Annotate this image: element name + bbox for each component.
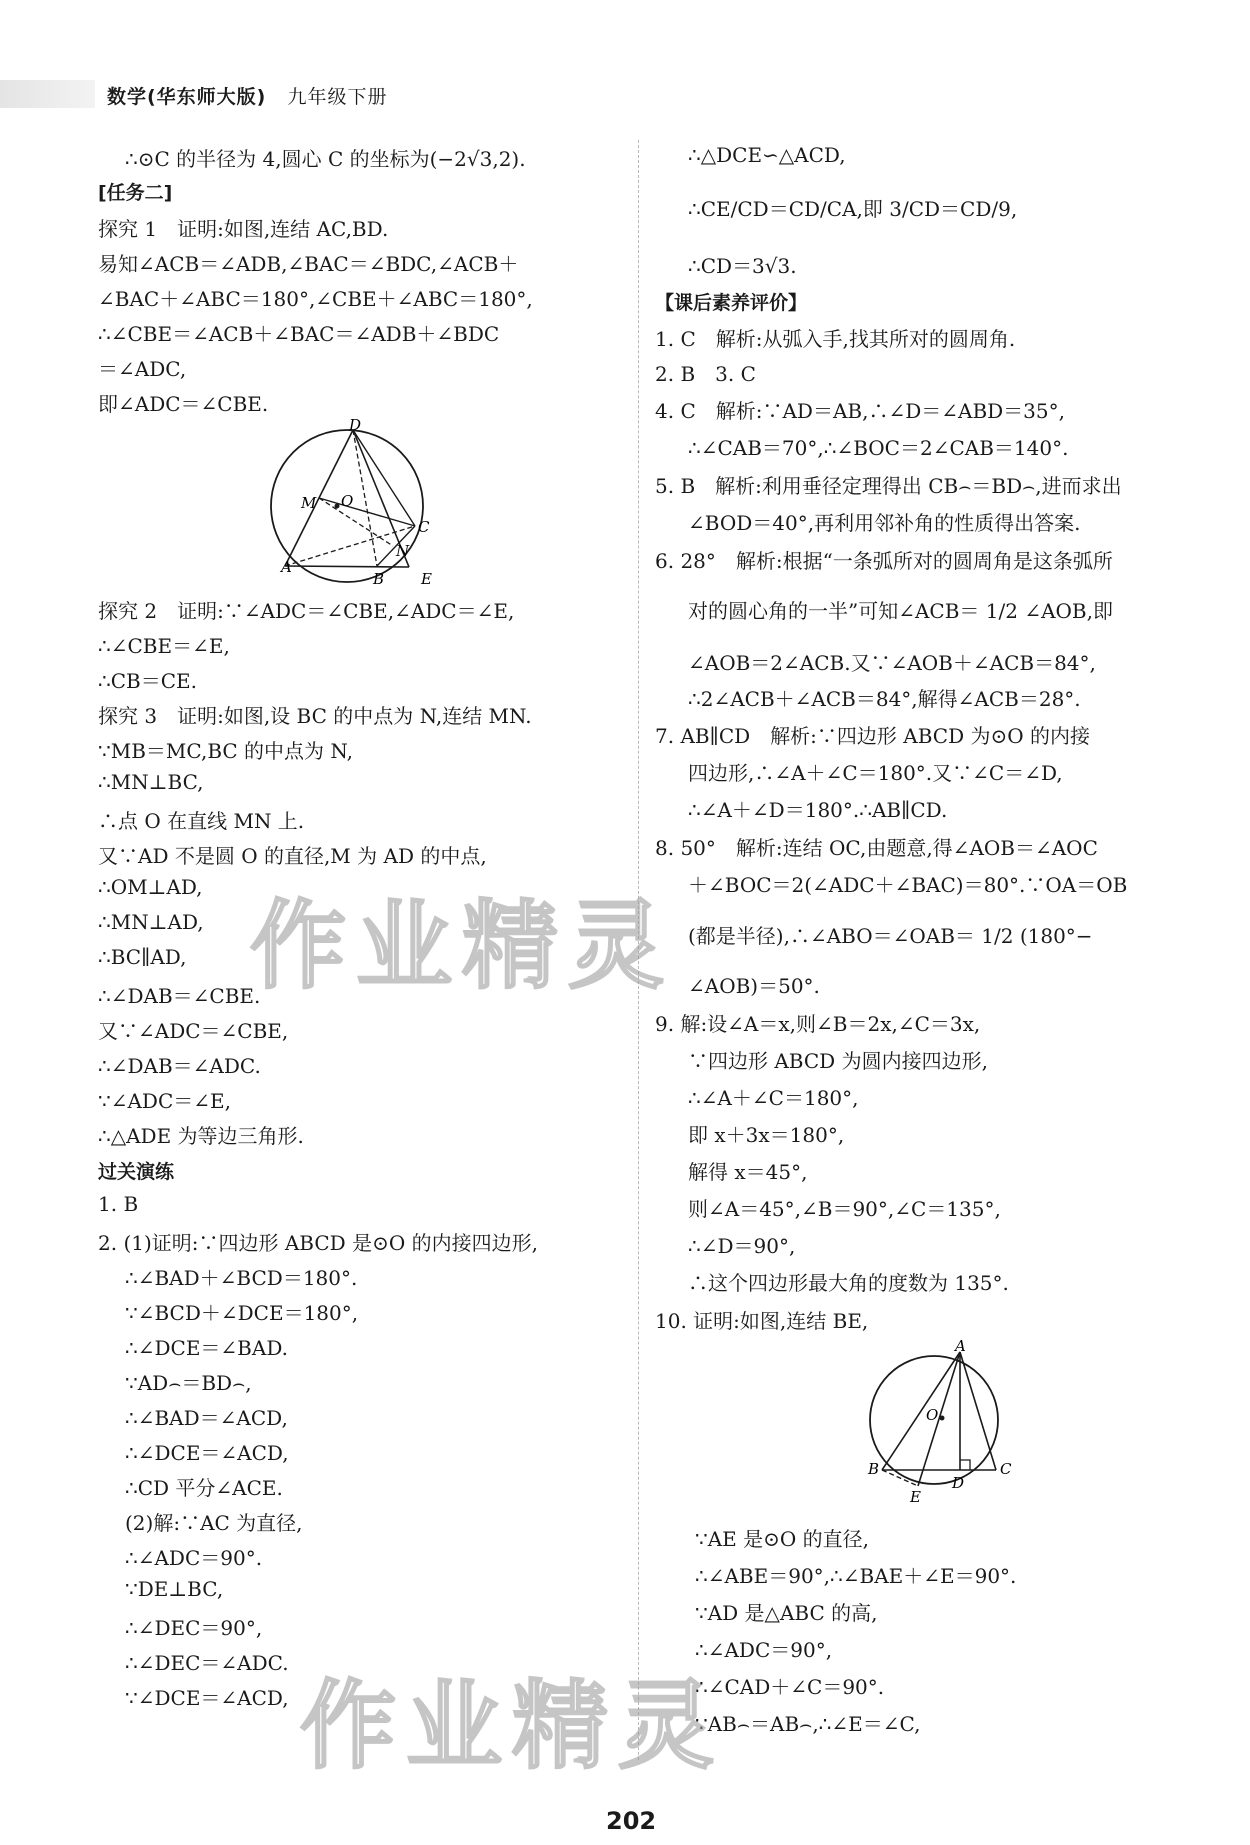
fig1-label-N: N xyxy=(396,542,410,560)
text-line: ∴BC∥AD, xyxy=(98,945,187,969)
text-line: ∠AOB)＝50°. xyxy=(688,974,820,998)
grade-label: 九年级下册 xyxy=(287,86,388,108)
text-line: ∴∠D＝90°, xyxy=(688,1234,796,1258)
text-line: ∴点 O 在直线 MN 上. xyxy=(98,809,305,833)
text-line: ∴OM⊥AD, xyxy=(98,875,203,899)
text-line: ∴∠DCE＝∠BAD. xyxy=(125,1336,288,1360)
text-line: ∴△DCE∽△ACD, xyxy=(688,143,846,167)
text-line: ∴MN⊥BC, xyxy=(98,770,204,794)
section-heading: [任务二] xyxy=(98,182,173,204)
text-line: ∵AE 是⊙O 的直径, xyxy=(695,1527,869,1551)
text-line: 4. C 解析:∵AD＝AB,∴∠D＝∠ABD＝35°, xyxy=(655,399,1065,423)
text-line: 7. AB∥CD 解析:∵四边形 ABCD 为⊙O 的内接 xyxy=(655,724,1090,748)
fig1-label-E: E xyxy=(421,570,432,588)
text-line: 又∵∠ADC＝∠CBE, xyxy=(98,1019,289,1043)
text-line: ∴∠DEC＝∠ADC. xyxy=(125,1651,289,1675)
fig2-label-A: A xyxy=(955,1340,966,1355)
text-line: ∠AOB＝2∠ACB.又∵∠AOB＋∠ACB＝84°, xyxy=(688,651,1096,675)
text-line: ∵AD 是△ABC 的高, xyxy=(695,1601,878,1625)
text-line: ∴CB＝CE. xyxy=(98,669,197,693)
text-line: 解得 x＝45°, xyxy=(688,1160,808,1184)
section-heading: 【课后素养评价】 xyxy=(655,292,808,314)
text-line: 探究 3 证明:如图,设 BC 的中点为 N,连结 MN. xyxy=(98,704,532,728)
text-line: ∵∠ADC＝∠E, xyxy=(98,1089,231,1113)
text-line: ∴这个四边形最大角的度数为 135°. xyxy=(688,1271,1009,1295)
text-line: 9. 解:设∠A＝x,则∠B＝2x,∠C＝3x, xyxy=(655,1012,981,1036)
text-line: 探究 2 证明:∵∠ADC＝∠CBE,∠ADC＝∠E, xyxy=(98,599,515,623)
text-line: ∵∠BCD＋∠DCE＝180°, xyxy=(125,1301,359,1325)
text-line: ∴CE/CD＝CD/CA,即 3/CD＝CD/9, xyxy=(688,197,1018,221)
text-line: ∵DE⊥BC, xyxy=(125,1577,224,1601)
text-line: ∵MB＝MC,BC 的中点为 N, xyxy=(98,739,353,763)
text-line: ∴∠ABE＝90°,∴∠BAE＋∠E＝90°. xyxy=(695,1564,1017,1588)
text-line: 则∠A＝45°,∠B＝90°,∠C＝135°, xyxy=(688,1197,1001,1221)
text-line: 8. 50° 解析:连结 OC,由题意,得∠AOB＝∠AOC xyxy=(655,836,1098,860)
text-line: 四边形,∴∠A＋∠C＝180°.又∵∠C＝∠D, xyxy=(688,761,1063,785)
text-line: ∴∠DAB＝∠ADC. xyxy=(98,1054,261,1078)
header-band xyxy=(0,80,95,108)
fig1-label-O: O xyxy=(341,492,354,510)
text-line: ∴MN⊥AD, xyxy=(98,910,204,934)
text-line: 6. 28° 解析:根据“一条弧所对的圆周角是这条弧所 xyxy=(655,549,1113,573)
text-line: (2)解:∵AC 为直径, xyxy=(125,1511,303,1535)
text-line: 2. B 3. C xyxy=(655,362,756,386)
watermark: 作业精灵 xyxy=(300,1670,724,1782)
text-line: 1. C 解析:从弧入手,找其所对的圆周角. xyxy=(655,327,1016,351)
figure-circle-2 xyxy=(862,1340,1017,1510)
fig2-label-C: C xyxy=(1000,1460,1012,1478)
text-line: ∴∠CBE＝∠E, xyxy=(98,634,230,658)
fig1-label-C: C xyxy=(418,518,430,536)
text-line: 易知∠ACB＝∠ADB,∠BAC＝∠BDC,∠ACB＋ xyxy=(98,252,519,276)
text-line: 即 x＋3x＝180°, xyxy=(688,1123,845,1147)
text-line: ∴∠ADC＝90°, xyxy=(695,1638,833,1662)
section-heading: 过关演练 xyxy=(98,1161,175,1183)
text-line: 1. B xyxy=(98,1192,139,1216)
text-line: ∴∠CAD＋∠C＝90°. xyxy=(695,1675,885,1699)
text-line: ∵AB⌢＝AB⌢,∴∠E＝∠C, xyxy=(695,1712,921,1736)
text-line: ＝∠ADC, xyxy=(98,357,187,381)
running-header xyxy=(107,82,388,109)
fig1-label-M: M xyxy=(301,494,317,512)
text-line: ∴∠A＋∠D＝180°.∴AB∥CD. xyxy=(688,798,948,822)
text-line: ∴∠BAD＋∠BCD＝180°. xyxy=(125,1266,358,1290)
text-line: ∴∠BAD＝∠ACD, xyxy=(125,1406,288,1430)
fig1-label-B: B xyxy=(373,570,385,588)
watermark: 作业精灵 xyxy=(250,890,674,1002)
text-line: ∴∠DAB＝∠CBE. xyxy=(98,984,261,1008)
text-line: 又∵AD 不是圆 O 的直径,M 为 AD 的中点, xyxy=(98,844,487,868)
text-line: ∴CD＝3√3. xyxy=(688,254,797,278)
fig2-label-O: O xyxy=(926,1406,939,1424)
text-line: ∴CD 平分∠ACE. xyxy=(125,1476,283,1500)
text-line: 对的圆心角的一半”可知∠ACB＝ 1/2 ∠AOB,即 xyxy=(688,599,1113,623)
text-line: 5. B 解析:利用垂径定理得出 CB⌢＝BD⌢,进而求出 xyxy=(655,474,1122,498)
text-line: ∠BOD＝40°,再利用邻补角的性质得出答案. xyxy=(688,511,1081,535)
fig1-label-A: A xyxy=(281,558,292,576)
text-line: ∴∠A＋∠C＝180°, xyxy=(688,1086,859,1110)
text-line: ∴△ADE 为等边三角形. xyxy=(98,1124,304,1148)
page-number: 202 xyxy=(606,1807,657,1835)
text-line: ∴∠DCE＝∠ACD, xyxy=(125,1441,289,1465)
book-title: 数学(华东师大版) xyxy=(107,86,267,108)
text-line: ∠BAC＋∠ABC＝180°,∠CBE＋∠ABC＝180°, xyxy=(98,287,533,311)
text-line: 10. 证明:如图,连结 BE, xyxy=(655,1309,869,1333)
text-line: ∴2∠ACB＋∠ACB＝84°,解得∠ACB＝28°. xyxy=(688,687,1081,711)
text-line: ∵AD⌢＝BD⌢, xyxy=(125,1371,252,1395)
fig2-label-B: B xyxy=(868,1460,880,1478)
text-line: ∴∠DEC＝90°, xyxy=(125,1616,263,1640)
fig2-label-E: E xyxy=(910,1488,921,1506)
fig1-label-D: D xyxy=(349,418,362,434)
text-line: ＋∠BOC＝2(∠ADC＋∠BAC)＝80°.∵OA＝OB xyxy=(688,873,1128,897)
text-line: ∴⊙C 的半径为 4,圆心 C 的坐标为(−2√3,2). xyxy=(125,147,526,171)
text-line: ∴∠CBE＝∠ACB＋∠BAC＝∠ADB＋∠BDC xyxy=(98,322,500,346)
text-line: 即∠ADC＝∠CBE. xyxy=(98,392,269,416)
text-line: (都是半径),∴∠ABO＝∠OAB＝ 1/2 (180°− xyxy=(688,924,1093,948)
text-line: 探究 1 证明:如图,连结 AC,BD. xyxy=(98,217,389,241)
figure-circle-1 xyxy=(265,418,465,593)
text-line: ∵四边形 ABCD 为圆内接四边形, xyxy=(688,1049,988,1073)
text-line: ∴∠CAB＝70°,∴∠BOC＝2∠CAB＝140°. xyxy=(688,436,1069,460)
text-line: ∵∠DCE＝∠ACD, xyxy=(125,1686,289,1710)
text-line: ∴∠ADC＝90°. xyxy=(125,1546,263,1570)
text-line: 2. (1)证明:∵四边形 ABCD 是⊙O 的内接四边形, xyxy=(98,1231,538,1255)
fig2-label-D: D xyxy=(952,1474,965,1492)
